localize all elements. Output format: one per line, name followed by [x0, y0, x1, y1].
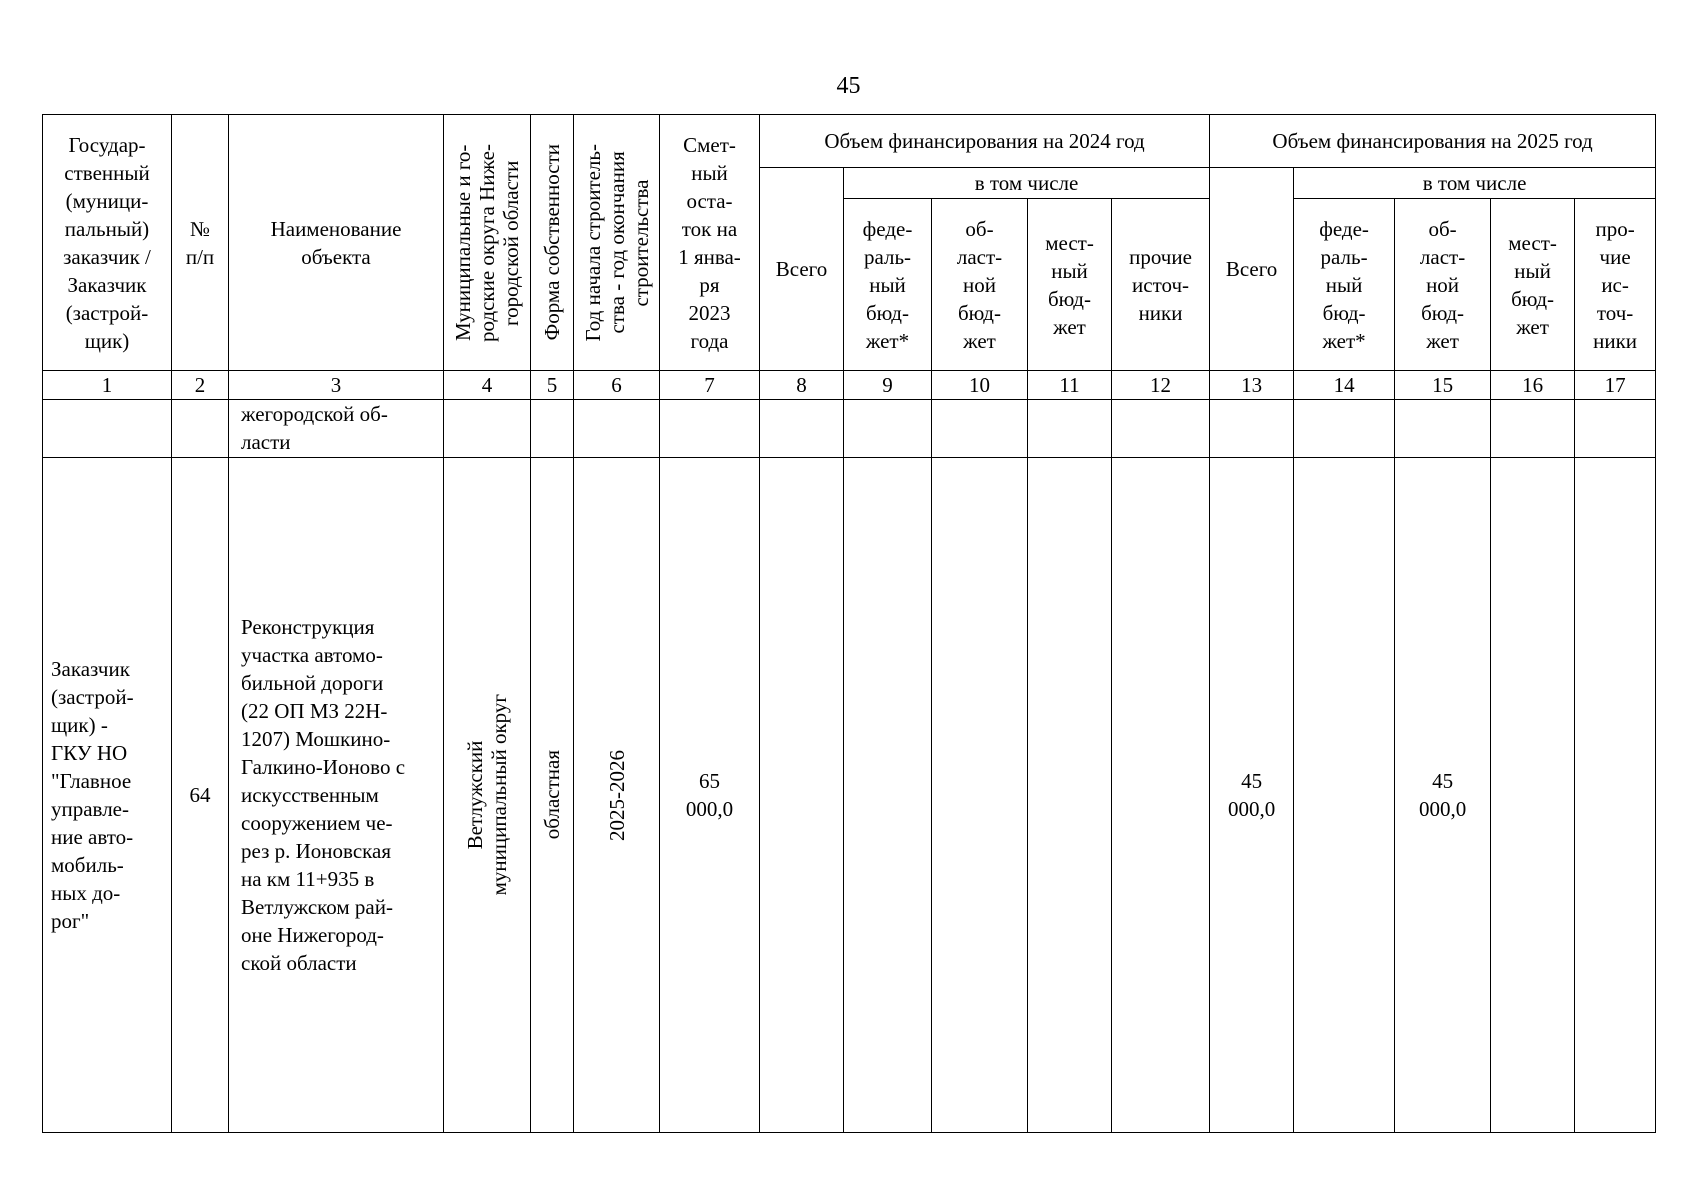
header-other-2024: прочие источ- ники — [1112, 199, 1210, 371]
cell-estimate-balance — [660, 400, 760, 458]
cell-municipality — [444, 400, 531, 458]
header-years: Год начала строитель- ства - год окончания строительства — [580, 143, 653, 342]
column-number: 1 — [43, 371, 172, 400]
header-estimate-balance: Смет- ный оста- ток на 1 янва- ря 2023 года — [660, 115, 760, 371]
column-number: 17 — [1575, 371, 1656, 400]
column-number: 7 — [660, 371, 760, 400]
cell-municipality-cell — [444, 458, 531, 1133]
header-object-name: Наименование объекта — [229, 115, 444, 371]
column-number: 10 — [932, 371, 1028, 400]
column-number: 4 — [444, 371, 531, 400]
cell-regional-2024 — [932, 400, 1028, 458]
cell-federal-2025 — [1294, 458, 1395, 1133]
cell-regional-2025: 45 000,0 — [1395, 458, 1491, 1133]
column-number: 3 — [229, 371, 444, 400]
cell-federal-2024 — [844, 458, 932, 1133]
header-municipality: Муниципальные и го- родские округа Ниже- городской области — [451, 143, 523, 342]
header-ownership-cell — [531, 115, 574, 371]
column-number: 13 — [1210, 371, 1294, 400]
cell-customer — [43, 400, 172, 458]
header-total-2024: Всего — [760, 168, 844, 371]
header-regional-2024: об- ласт- ной бюд- жет — [932, 199, 1028, 371]
cell-local-2024 — [1028, 400, 1112, 458]
cell-municipality: Ветлужский муниципальный округ — [463, 694, 511, 896]
cell-num — [172, 400, 229, 458]
header-other-2025: про- чие ис- точ- ники — [1575, 199, 1656, 371]
column-number: 8 — [760, 371, 844, 400]
header-municipality-cell — [444, 115, 531, 371]
cell-total-2025: 45 000,0 — [1210, 458, 1294, 1133]
cell-years-cell — [574, 458, 660, 1133]
header-local-2025: мест- ный бюд- жет — [1491, 199, 1575, 371]
cell-federal-2024 — [844, 400, 932, 458]
cell-years — [574, 400, 660, 458]
header-regional-2025: об- ласт- ной бюд- жет — [1395, 199, 1491, 371]
header-total-2025: Всего — [1210, 168, 1294, 371]
header-funding-2025: Объем финансирования на 2025 год — [1210, 115, 1656, 168]
table-row — [43, 400, 1656, 458]
cell-customer: Заказчик (застрой- щик) - ГКУ НО "Главное управле- ние авто- мобиль- ных до- рог" — [43, 458, 172, 1133]
header-including-2025: в том числе — [1294, 168, 1656, 199]
cell-other-2025 — [1575, 400, 1656, 458]
header-num: № п/п — [172, 115, 229, 371]
cell-object-name: Реконструкция участка автомо- бильной дороги (22 ОП МЗ 22Н- 1207) Мошкино- Галкино-Ионово с искусственным сооружением че- рез р. Ионовская на км 11+935 в Ветлужском рай- оне Нижегород- ской области — [229, 458, 444, 1133]
cell-years: 2025-2026 — [604, 749, 629, 841]
cell-estimate-balance: 65 000,0 — [660, 458, 760, 1133]
cell-other-2025 — [1575, 458, 1656, 1133]
column-number: 12 — [1112, 371, 1210, 400]
header-local-2024: мест- ный бюд- жет — [1028, 199, 1112, 371]
cell-total-2024 — [760, 458, 844, 1133]
cell-other-2024 — [1112, 458, 1210, 1133]
cell-local-2024 — [1028, 458, 1112, 1133]
column-number: 6 — [574, 371, 660, 400]
header-federal-2024: феде- раль- ный бюд- жет* — [844, 199, 932, 371]
header-customer: Государ- ственный (муници- пальный) заказчик / Заказчик (застрой- щик) — [43, 115, 172, 371]
cell-regional-2025 — [1395, 400, 1491, 458]
column-number: 16 — [1491, 371, 1575, 400]
column-number: 2 — [172, 371, 229, 400]
cell-ownership — [531, 400, 574, 458]
column-number: 5 — [531, 371, 574, 400]
cell-federal-2025 — [1294, 400, 1395, 458]
header-years-cell — [574, 115, 660, 371]
header-federal-2025: феде- раль- ный бюд- жет* — [1294, 199, 1395, 371]
column-number: 14 — [1294, 371, 1395, 400]
header-row — [43, 115, 1656, 168]
cell-num: 64 — [172, 458, 229, 1133]
cell-object-name: жегородской об- ласти — [229, 400, 444, 458]
cell-total-2024 — [760, 400, 844, 458]
page-number: 45 — [836, 73, 861, 99]
header-funding-2024: Объем финансирования на 2024 год — [760, 115, 1210, 168]
column-number: 15 — [1395, 371, 1491, 400]
column-numbers-row — [43, 371, 1656, 400]
cell-ownership: областная — [540, 750, 564, 840]
cell-total-2025 — [1210, 400, 1294, 458]
cell-regional-2024 — [932, 458, 1028, 1133]
header-including-2024: в том числе — [844, 168, 1210, 199]
table-row — [43, 458, 1656, 1133]
column-number: 11 — [1028, 371, 1112, 400]
cell-other-2024 — [1112, 400, 1210, 458]
cell-ownership-cell — [531, 458, 574, 1133]
cell-local-2025 — [1491, 458, 1575, 1133]
investment-program-table — [42, 114, 1656, 1133]
column-number: 9 — [844, 371, 932, 400]
cell-local-2025 — [1491, 400, 1575, 458]
header-ownership: Форма собственности — [540, 144, 564, 341]
